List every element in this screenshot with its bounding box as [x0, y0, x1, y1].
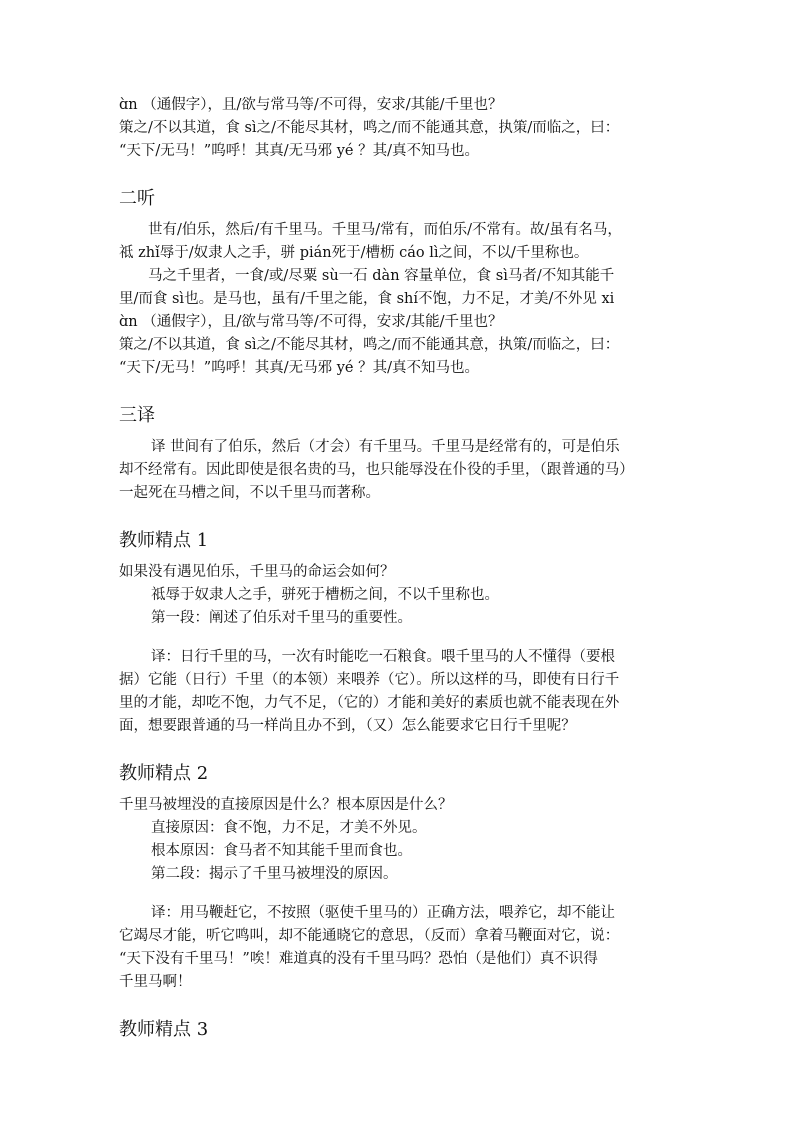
text-line: 根本原因：食马者不知其能千里而食也。 [151, 843, 412, 859]
translation-line: 里的才能，却吃不饱，力气不足，（它的）才能和美好的素质也就不能表现在外 [119, 695, 620, 711]
text-line: 却不经常有。因此即使是很名贵的马，也只能辱没在仆役的手里，（跟普通的马） [119, 462, 634, 478]
text-line: “天下/无马！”呜呼！其真/无马邪 yé ？其/真不知马也。 [119, 143, 479, 159]
question-line: 如果没有遇见伯乐，千里马的命运会如何？ [119, 564, 395, 580]
section-heading-translate: 三译 [119, 405, 155, 426]
question-line: 千里马被埋没的直接原因是什么？根本原因是什么？ [119, 797, 453, 813]
translation-line: 千里马啊！ [119, 974, 192, 990]
text-line: 第一段：阐述了伯乐对千里马的重要性。 [151, 610, 412, 626]
block1-paragraph [119, 94, 689, 163]
text-line: 祗辱于奴隶人之手，骈死于槽枥之间，不以千里称也。 [151, 587, 499, 603]
text-line: ɑ̀n （通假字），且/欲与常马等/不可得，安求/其能/千里也？ [119, 314, 503, 330]
text-line: 直接原因：食不饱，力不足，才美不外见。 [151, 820, 427, 836]
translation-line: 译：日行千里的马，一次有时能吃一石粮食。喂千里马的人不懂得（要根 [151, 649, 615, 665]
text-line: “天下/无马！”呜呼！其真/无马邪 yé ？其/真不知马也。 [119, 360, 479, 376]
text-line: 一起死在马槽之间，不以千里马而著称。 [119, 485, 380, 501]
text-line: 里/而食 sì也。是马也，虽有/千里之能，食 shí不饱，力不足，才美/不外见 xi [119, 291, 615, 307]
teacher-point-1-body [119, 561, 689, 738]
text-line: 策之/不以其道，食 sì之/不能尽其材，鸣之/而不能通其意，执策/而临之，曰： [119, 337, 620, 353]
teacher-point-3-heading: 教师精点 3 [119, 1019, 209, 1040]
translation-line: 译：用马鞭赶它，不按照（驱使千里马的）正确方法，喂养它，却不能让 [151, 905, 615, 921]
translation-line: 面，想要跟普通的马一样尚且办不到，（又）怎么能要求它日行千里呢？ [119, 718, 576, 734]
text-line: 译 世间有了伯乐，然后（才会）有千里马。千里马是经常有的，可是伯乐 [151, 439, 620, 455]
translation-line: 据）它能（日行）千里（的本领）来喂养（它）。所以这样的马，即使有日行千 [119, 672, 620, 688]
text-line: 祗 zhǐ辱于/奴隶人之手，骈 pián死于/槽枥 cáo lì之间，不以/千里称也。 [119, 245, 589, 261]
teacher-point-2-body [119, 794, 689, 994]
text-line: 第二段：揭示了千里马被埋没的原因。 [151, 866, 398, 882]
teacher-point-1-heading: 教师精点 1 [119, 530, 209, 551]
text-line: 世有/伯乐，然后/有千里马。千里马/常有，而伯乐/不常有。故/虽有名马， [148, 222, 622, 238]
text-line: 策之/不以其道，食 sì之/不能尽其材，鸣之/而不能通其意，执策/而临之，曰： [119, 120, 620, 136]
document-page [119, 94, 689, 1042]
text-line: 马之千里者，一食/或/尽粟 sù一石 dàn 容量单位，食 sì马者/不知其能千 [148, 268, 615, 284]
translation-line: “天下没有千里马！”唉！难道真的没有千里马吗？恐怕（是他们）真不识得 [119, 951, 598, 967]
translation-line: 它竭尽才能，听它鸣叫，却不能通晓它的意思，（反而）拿着马鞭面对它，说： [119, 928, 620, 944]
section3-paragraph [119, 436, 689, 505]
section-heading-listen: 二听 [119, 188, 155, 209]
teacher-point-2-heading: 教师精点 2 [119, 763, 209, 784]
text-line: ɑ̀n （通假字），且/欲与常马等/不可得，安求/其能/千里也？ [119, 97, 503, 113]
section2-paragraph [119, 219, 689, 380]
